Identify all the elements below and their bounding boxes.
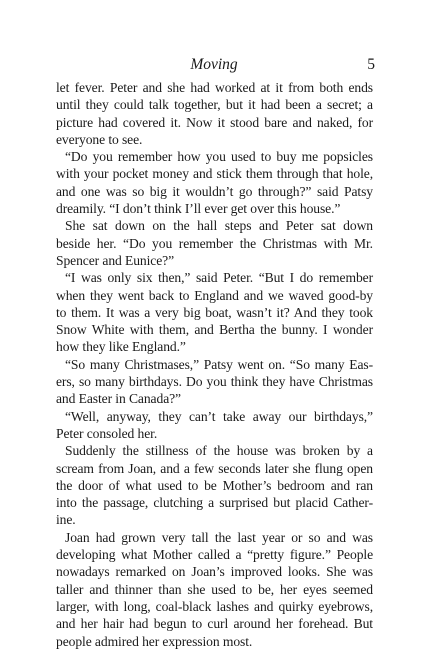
paragraph [56,529,373,650]
text-line: and her hair had begun to curl around her forehead. But [56,616,373,632]
paragraph [56,148,373,217]
body-text [56,79,373,650]
text-line: and one was so big it wouldn’t go through?” said Patsy [56,183,373,199]
text-line: “I was only six then,” said Peter. “But I do remember [65,270,373,286]
text-line: scream from Joan, and a few seconds later she flung open [56,460,373,476]
text-line: with your pocket money and stick them through that hole, [56,166,373,182]
paragraph [56,217,373,269]
paragraph [56,408,373,443]
text-line: beside her. “Do you remember the Christmas with Mr. [56,235,373,251]
paragraph [56,269,373,355]
text-line: Spencer and Eunice?” [56,252,175,268]
text-line: Snow White with them, and Bertha the bunny. I wonder [56,322,373,338]
text-line: to them. It was a very big boat, wasn’t it? And they took [56,304,373,320]
text-line: She sat down on the hall steps and Peter sat down [65,218,373,234]
text-line: how they like England.” [56,339,186,355]
text-line: Suddenly the stillness of the house was broken by a [65,443,373,459]
text-line: people admired her expression most. [56,633,253,649]
text-line: when they went back to England and we waved good-by [56,287,373,303]
text-line: into the passage, clutching a surprised but placid Cather- [56,495,373,511]
text-line: Peter consoled her. [56,425,158,441]
text-line: taller and thinner than she used to be, her eyes seemed [56,581,373,597]
text-line: larger, with long, coal-black lashes and quirky eyebrows, [56,598,373,614]
text-line: ine. [56,512,76,528]
text-line: “Do you remember how you used to buy me popsicles [65,149,373,165]
text-line: picture had covered it. Now it stood bare and naked, for [56,114,373,130]
page-number: 5 [367,56,375,73]
text-line: Joan had grown very tall the last year or so and was [65,529,373,545]
text-line: developing what Mother called a “pretty figure.” People [56,547,373,563]
running-head [0,56,428,76]
text-line: “Well, anyway, they can’t take away our birthdays,” [65,408,373,424]
text-line: until they could talk together, but it had been a secret; a [56,97,373,113]
paragraph [56,442,373,528]
text-line: and Easter in Canada?” [56,391,181,407]
paragraph [56,79,373,148]
text-line: nowadays remarked on Joan’s improved looks. She was [56,564,373,580]
text-line: the door of what used to be Mother’s bedroom and ran [56,477,373,493]
text-line: let fever. Peter and she had worked at it from both ends [56,80,373,95]
text-line: everyone to see. [56,131,143,147]
text-line: “So many Christmases,” Patsy went on. “So many Eas- [65,356,373,372]
text-line: ers, so many birthdays. Do you think they have Christmas [56,374,373,390]
text-line: dreamily. “I don’t think I’ll ever get over this house.” [56,201,341,217]
chapter-title: Moving [190,56,238,73]
paragraph [56,356,373,408]
